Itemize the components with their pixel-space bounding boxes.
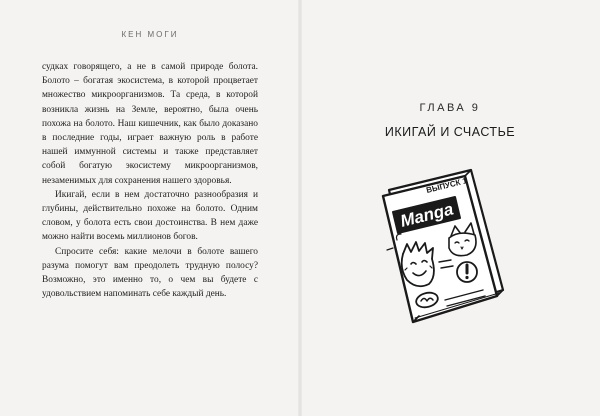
- paragraph-2: Икигай, если в нем достаточно разнообразия и глубины, действительно похоже на болото. Одним словом, у болота есть свои достоинства. В нем даже можно найти восемь миллионов богов.: [42, 189, 258, 243]
- manga-magazine-illustration: [375, 160, 515, 330]
- paragraph-3: Спросите себя: какие мелочи в болоте вашего разума помогут вам преодолеть трудную полосу? Возможно, это именно то, о чем вы будете с удовольствием напоминать себе каждый день.: [42, 246, 258, 300]
- manga-magazine-drawing: [375, 160, 515, 330]
- right-page: [300, 0, 600, 416]
- cover-header: ВЫПУСК 1: [425, 176, 468, 195]
- chapter-label: ГЛАВА 9: [419, 102, 481, 114]
- running-head: КЕН МОГИ: [121, 30, 179, 39]
- body-text: [42, 60, 258, 301]
- chapter-title: ИКИГАЙ И СЧАСТЬЕ: [384, 125, 516, 139]
- cover-title: Manga: [398, 199, 456, 231]
- paragraph-1: судках говорящего, а не в самой природе болота. Болото – богатая экосистема, в которой процветает множество микроорганизмов. Та среда, в которой возникла жизнь на Земле, вероятно, была очень похожа на болото. Наш кишечник, как было доказано в последние годы, играет важную роль в работе нашей иммунной системы и также представляет собой богатую экосистему микроорганизмов, незаменимых для сохранения нашего здоровья.: [42, 62, 258, 186]
- exclamation-bubble: [457, 262, 477, 282]
